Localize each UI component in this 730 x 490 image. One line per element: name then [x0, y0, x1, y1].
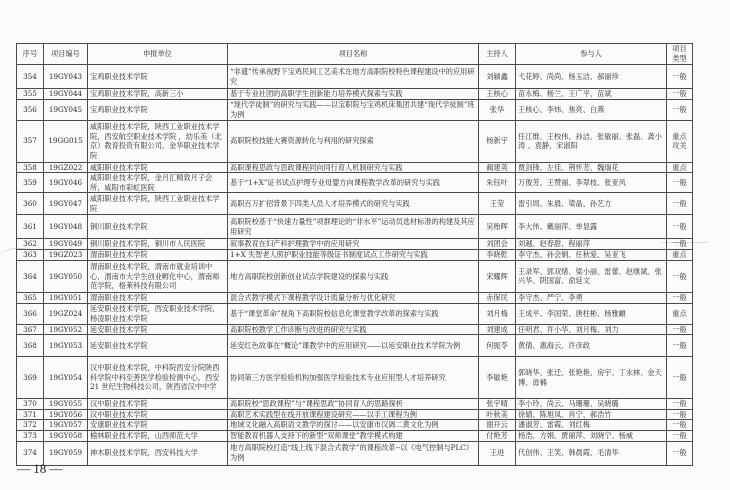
cell-unit: 宝鸡职业技术学院，高新三小 [88, 89, 228, 100]
cell-name: 高职院校教学工作诊断与改进的研究与实践 [228, 324, 479, 335]
cell-members: 徐婧、陈旭凤、肖宁、郝浩竹 [516, 409, 667, 420]
cell-type: 一般 [667, 215, 693, 239]
cell-host: 刘月梅 [479, 303, 516, 324]
cell-name: 基于“课堂革命”视角下高职院校信息化课堂教学改革的探索与实践 [228, 303, 479, 324]
table-row [17, 441, 693, 465]
cell-name: 基于“1+X”证书试点护理专业母婴方向课程教学改革的研究与实践 [228, 173, 479, 193]
cell-name: 1+X 失智老人照护职业技能等级证书制度试点工作研究与实践 [228, 249, 479, 260]
cell-seq: 365 [17, 292, 44, 303]
cell-type: 一般 [667, 420, 693, 431]
cell-code: 19GG015 [44, 120, 88, 162]
cell-code: 19GY045 [44, 99, 88, 120]
cell-unit: 渭南职业技术学院 [88, 292, 228, 303]
cell-code: 19GY051 [44, 292, 88, 303]
cell-unit: 汉中职业技术学院 [88, 399, 228, 410]
cell-type: 一般 [667, 65, 693, 89]
table-row [17, 193, 693, 215]
cell-type: 一般 [667, 324, 693, 335]
cell-unit: 汉中职业技术学院，中科院西安分院陕西科学院中科至善医学检验检测中心，西安 21 世纪生物科技公司，陕西省汉中中学 [88, 357, 228, 399]
cell-seq: 364 [17, 260, 44, 292]
header-type: 项目类型 [667, 44, 693, 65]
cell-seq: 368 [17, 335, 44, 357]
cell-seq: 369 [17, 357, 44, 399]
cell-host: 吴贻晖 [479, 215, 516, 239]
cell-code: 19GY056 [44, 409, 88, 420]
cell-name: 地方高职院校打造“线上线下混合式教学”的课程改革--以《电气控制与PLC》为例 [228, 441, 479, 465]
cell-seq: 363 [17, 249, 44, 260]
cell-type: 一般 [667, 357, 693, 399]
cell-unit: 咸阳职业技术学院，陕西工业职业技术学院 [88, 193, 228, 215]
table-header-row [17, 44, 693, 65]
cell-unit: 咸阳职业技术学院 [88, 162, 228, 173]
cell-type: 一般 [667, 89, 693, 100]
cell-seq: 374 [17, 441, 44, 465]
table-row [17, 430, 693, 441]
cell-members: 王成平、李国荣、唐柱彬、杨雅頔 [516, 303, 667, 324]
table-row [17, 292, 693, 303]
cell-name: “非遗”传承视野下宝鸡民间工艺美术在地方高职院校特色课程建设中的应用研究 [228, 65, 479, 89]
cell-code: 19GY059 [44, 441, 88, 465]
table-row [17, 65, 693, 89]
cell-host: 刘建成 [479, 324, 516, 335]
cell-unit: 宝鸡职业技术学院 [88, 99, 228, 120]
cell-code: 19GY058 [44, 430, 88, 441]
cell-name: 智能教育机器人支持下的新型“双师课堂”教学模式构建 [228, 430, 479, 441]
cell-name: 高职百万扩招背景下四类人员人才培养模式的研究与实践 [228, 193, 479, 215]
cell-unit: 铜川职业技术学院，铜川市人民医院 [88, 239, 228, 250]
cell-type: 重点攻关 [667, 120, 693, 162]
cell-members: 李守杰、严宁、李勇 [516, 292, 667, 303]
cell-unit: 榆林职业技术学院，山西师范大学 [88, 430, 228, 441]
cell-members: 李大伟、戴丽萍、单显露 [516, 215, 667, 239]
cell-host: 蔺建英 [479, 162, 516, 173]
cell-members: 任江维、王校伟、孙洁、张敏丽、张磊、龚小涛 、袁静、宋淑阳 [516, 120, 667, 162]
cell-unit: 延安职业技术学院 [88, 335, 228, 357]
cell-seq: 360 [17, 193, 44, 215]
cell-type: 一般 [667, 399, 693, 410]
cell-type: 重点 [667, 303, 693, 324]
cell-type: 一般 [667, 441, 693, 465]
cell-code: 19GY047 [44, 193, 88, 215]
cell-seq: 367 [17, 324, 44, 335]
cell-members: 贾剑锋、左佳、荆怀芳、魏瑞花 [516, 162, 667, 173]
cell-name: 高职院校技能大赛资源转化与利用的研究探索 [228, 120, 479, 162]
table-row [17, 120, 693, 162]
cell-members: 王核心、李炜、焦亮、白燕 [516, 99, 667, 120]
cell-type: 一般 [667, 409, 693, 420]
cell-type: 重点 [667, 162, 693, 173]
cell-members: 代创伟、王笑、韩晨霞、毛清华 [516, 441, 667, 465]
cell-host: 何振苓 [479, 335, 516, 357]
cell-members: 弋花婷、尚尚、杨玉洁、郝丽珍 [516, 65, 667, 89]
table-row [17, 335, 693, 357]
cell-seq: 370 [17, 399, 44, 410]
header-code: 项目编号 [44, 44, 88, 65]
cell-members: 潘淑芳、雷霞、刘红梅 [516, 420, 667, 431]
cell-seq: 366 [17, 303, 44, 324]
table-row [17, 89, 693, 100]
cell-unit: 延安职业技术学院 [88, 324, 228, 335]
cell-members: 郭晓华、张迁、张艳艳、房宇、丁永林、金天博、毋楠 [516, 357, 667, 399]
cell-members: 苗永梅、杨兰、王广平、苗斌 [516, 89, 667, 100]
cell-name: “现代学徒制”的研究与实践——以宝职院与宝鸡机床集团共建“现代学徒制”班为例 [228, 99, 479, 120]
cell-members: 刘越、赵春甜、程丽萍 [516, 239, 667, 250]
cell-host: 张华 [479, 99, 516, 120]
cell-unit: 宝鸡职业技术学院 [88, 65, 228, 89]
cell-seq: 362 [17, 239, 44, 250]
cell-type: 重点 [667, 249, 693, 260]
cell-members: 雷引周、朱晨、梁晶、孙艺方 [516, 193, 667, 215]
cell-code: 19GY053 [44, 335, 88, 357]
cell-code: 19GY057 [44, 420, 88, 431]
cell-members: 黄倩、惠海云、许彦政 [516, 335, 667, 357]
cell-unit: 安康职业技术学院 [88, 420, 228, 431]
page-number: — 18 — [17, 461, 63, 476]
cell-name: 混合式教学模式下课程教学设计质量分析与优化研究 [228, 292, 479, 303]
cell-type: 一般 [667, 193, 693, 215]
project-list-table [16, 43, 693, 466]
table-row [17, 215, 693, 239]
cell-code: 19GY055 [44, 399, 88, 410]
cell-unit: 咸阳职业技术学院，陕西工业职业技术学院，西安航空职业技术学院 ，幼乐美（北京）教育投资有限公司，金华职业技术学院 [88, 120, 228, 162]
cell-name: 叙事教育在妇产科护理教学中的应用研究 [228, 239, 479, 250]
header-seq: 序号 [17, 44, 44, 65]
cell-seq: 355 [17, 89, 44, 100]
cell-type: 一般 [667, 173, 693, 193]
cell-host: 谢开云 [479, 420, 516, 431]
cell-type: 一般 [667, 335, 693, 357]
cell-name: 高职课程思政与思政课程同向同行育人机制研究与实践 [228, 162, 479, 173]
header-name: 项目名称 [228, 44, 479, 65]
cell-members: 李小玲、尚云、马珊珊、吴晓璐 [516, 399, 667, 410]
cell-host: 王莹 [479, 193, 516, 215]
table-row [17, 409, 693, 420]
cell-host: 李晓乾 [479, 249, 516, 260]
cell-code: 19GY043 [44, 65, 88, 89]
cell-unit: 咸阳职业技术学院，金月汇精致月子会所，咸阳市彩虹医院 [88, 173, 228, 193]
table-row [17, 260, 693, 292]
cell-code: 19GY044 [44, 89, 88, 100]
cell-code: 19GY049 [44, 239, 88, 250]
table-row [17, 303, 693, 324]
cell-unit: 铜川职业技术学院 [88, 215, 228, 239]
header-unit: 申报单位 [88, 44, 228, 65]
cell-code: 19GY048 [44, 215, 88, 239]
cell-type: 一般 [667, 430, 693, 441]
cell-code: 19GY050 [44, 260, 88, 292]
cell-host: 李敏艳 [479, 357, 516, 399]
cell-code: 19GY046 [44, 173, 88, 193]
table-row [17, 239, 693, 250]
cell-type: 一般 [667, 239, 693, 250]
cell-members: 杨浩、方娟、贾丽萍、刘晓宁、杨威 [516, 430, 667, 441]
table-row [17, 99, 693, 120]
cell-seq: 354 [17, 65, 44, 89]
table-row [17, 420, 693, 431]
cell-code: 19GY052 [44, 324, 88, 335]
cell-unit: 汉中职业技术学院 [88, 409, 228, 420]
cell-host: 王核心 [479, 89, 516, 100]
table-row [17, 249, 693, 260]
cell-host: 刘颖鑫 [479, 65, 516, 89]
cell-seq: 371 [17, 409, 44, 420]
cell-host: 杨新宇 [479, 120, 516, 162]
cell-members: 万俊芳、王赞丽、李翠枝、张亚风 [516, 173, 667, 193]
cell-seq: 357 [17, 120, 44, 162]
cell-host: 宋耀辉 [479, 260, 516, 292]
cell-type: 一般 [667, 260, 693, 292]
table-row [17, 357, 693, 399]
cell-host: 赤保民 [479, 292, 516, 303]
table-row [17, 399, 693, 410]
cell-name: 高职艺术实践型在线开放课程建设研究——以手工课程为例 [228, 409, 479, 420]
cell-host: 付艳芳 [479, 430, 516, 441]
cell-name: 高职院校基于“快速力量性”项群理论的“非水平”运动员选材标准的构建及其应用研究 [228, 215, 479, 239]
cell-unit: 渭南职业技术学院，渭南市就业培训中心，渭南市大学生创业孵化中心，渭南师范学院，格莱科技有限公司 [88, 260, 228, 292]
cell-name: 协同第三方医学检验机构加强医学检验技术专业应用型人才培养研究 [228, 357, 479, 399]
cell-type: 一般 [667, 292, 693, 303]
cell-unit: 延安职业技术学院，西安职业技术学院，杨凌职业技术学院 [88, 303, 228, 324]
table-row [17, 162, 693, 173]
cell-seq: 356 [17, 99, 44, 120]
cell-type: 一般 [667, 99, 693, 120]
cell-unit: 渭南职业技术学院 [88, 249, 228, 260]
cell-name: 地域文化融入高职语文教学的探讨——以安康市汉调二黄文化为例 [228, 420, 479, 431]
cell-name: 延安红色故事在“概论”课教学中的应用研究——以延安职业技术学院为例 [228, 335, 479, 357]
cell-host: 王进 [479, 441, 516, 465]
cell-seq: 372 [17, 420, 44, 431]
cell-seq: 373 [17, 430, 44, 441]
cell-unit: 神木职业技术学院，西安科技大学 [88, 441, 228, 465]
cell-host: 朱钰叶 [479, 173, 516, 193]
table-row [17, 173, 693, 193]
cell-seq: 361 [17, 215, 44, 239]
cell-members: 李守杰、孙会娟、任秋爱、吴亚飞 [516, 249, 667, 260]
cell-seq: 358 [17, 162, 44, 173]
cell-members: 王录军、郭双绪、梁小丽、雷蕾、赵继斌、张兴华、阴国富、俞延文 [516, 260, 667, 292]
cell-name: 地方高职院校创新创业试点学院建设的探索与实践 [228, 260, 479, 292]
cell-code: 19GY054 [44, 357, 88, 399]
cell-host: 刘团会 [479, 239, 516, 250]
cell-host: 叶秋美 [479, 409, 516, 420]
header-host: 主持人 [479, 44, 516, 65]
cell-members: 任明君、许小华、刘月梅、刘力 [516, 324, 667, 335]
cell-code: 19GZ023 [44, 249, 88, 260]
table-body [17, 65, 693, 466]
cell-name: 高职院校“思政课程”与“课程思政”协同育人的思路探析 [228, 399, 479, 410]
cell-code: 19GZ022 [44, 162, 88, 173]
table-row [17, 324, 693, 335]
cell-host: 张宇晴 [479, 399, 516, 410]
cell-seq: 359 [17, 173, 44, 193]
cell-name: 基于专业社团的高职学生创新能力培养模式探索与实践 [228, 89, 479, 100]
header-members: 参与人 [516, 44, 667, 65]
cell-code: 19GZ024 [44, 303, 88, 324]
